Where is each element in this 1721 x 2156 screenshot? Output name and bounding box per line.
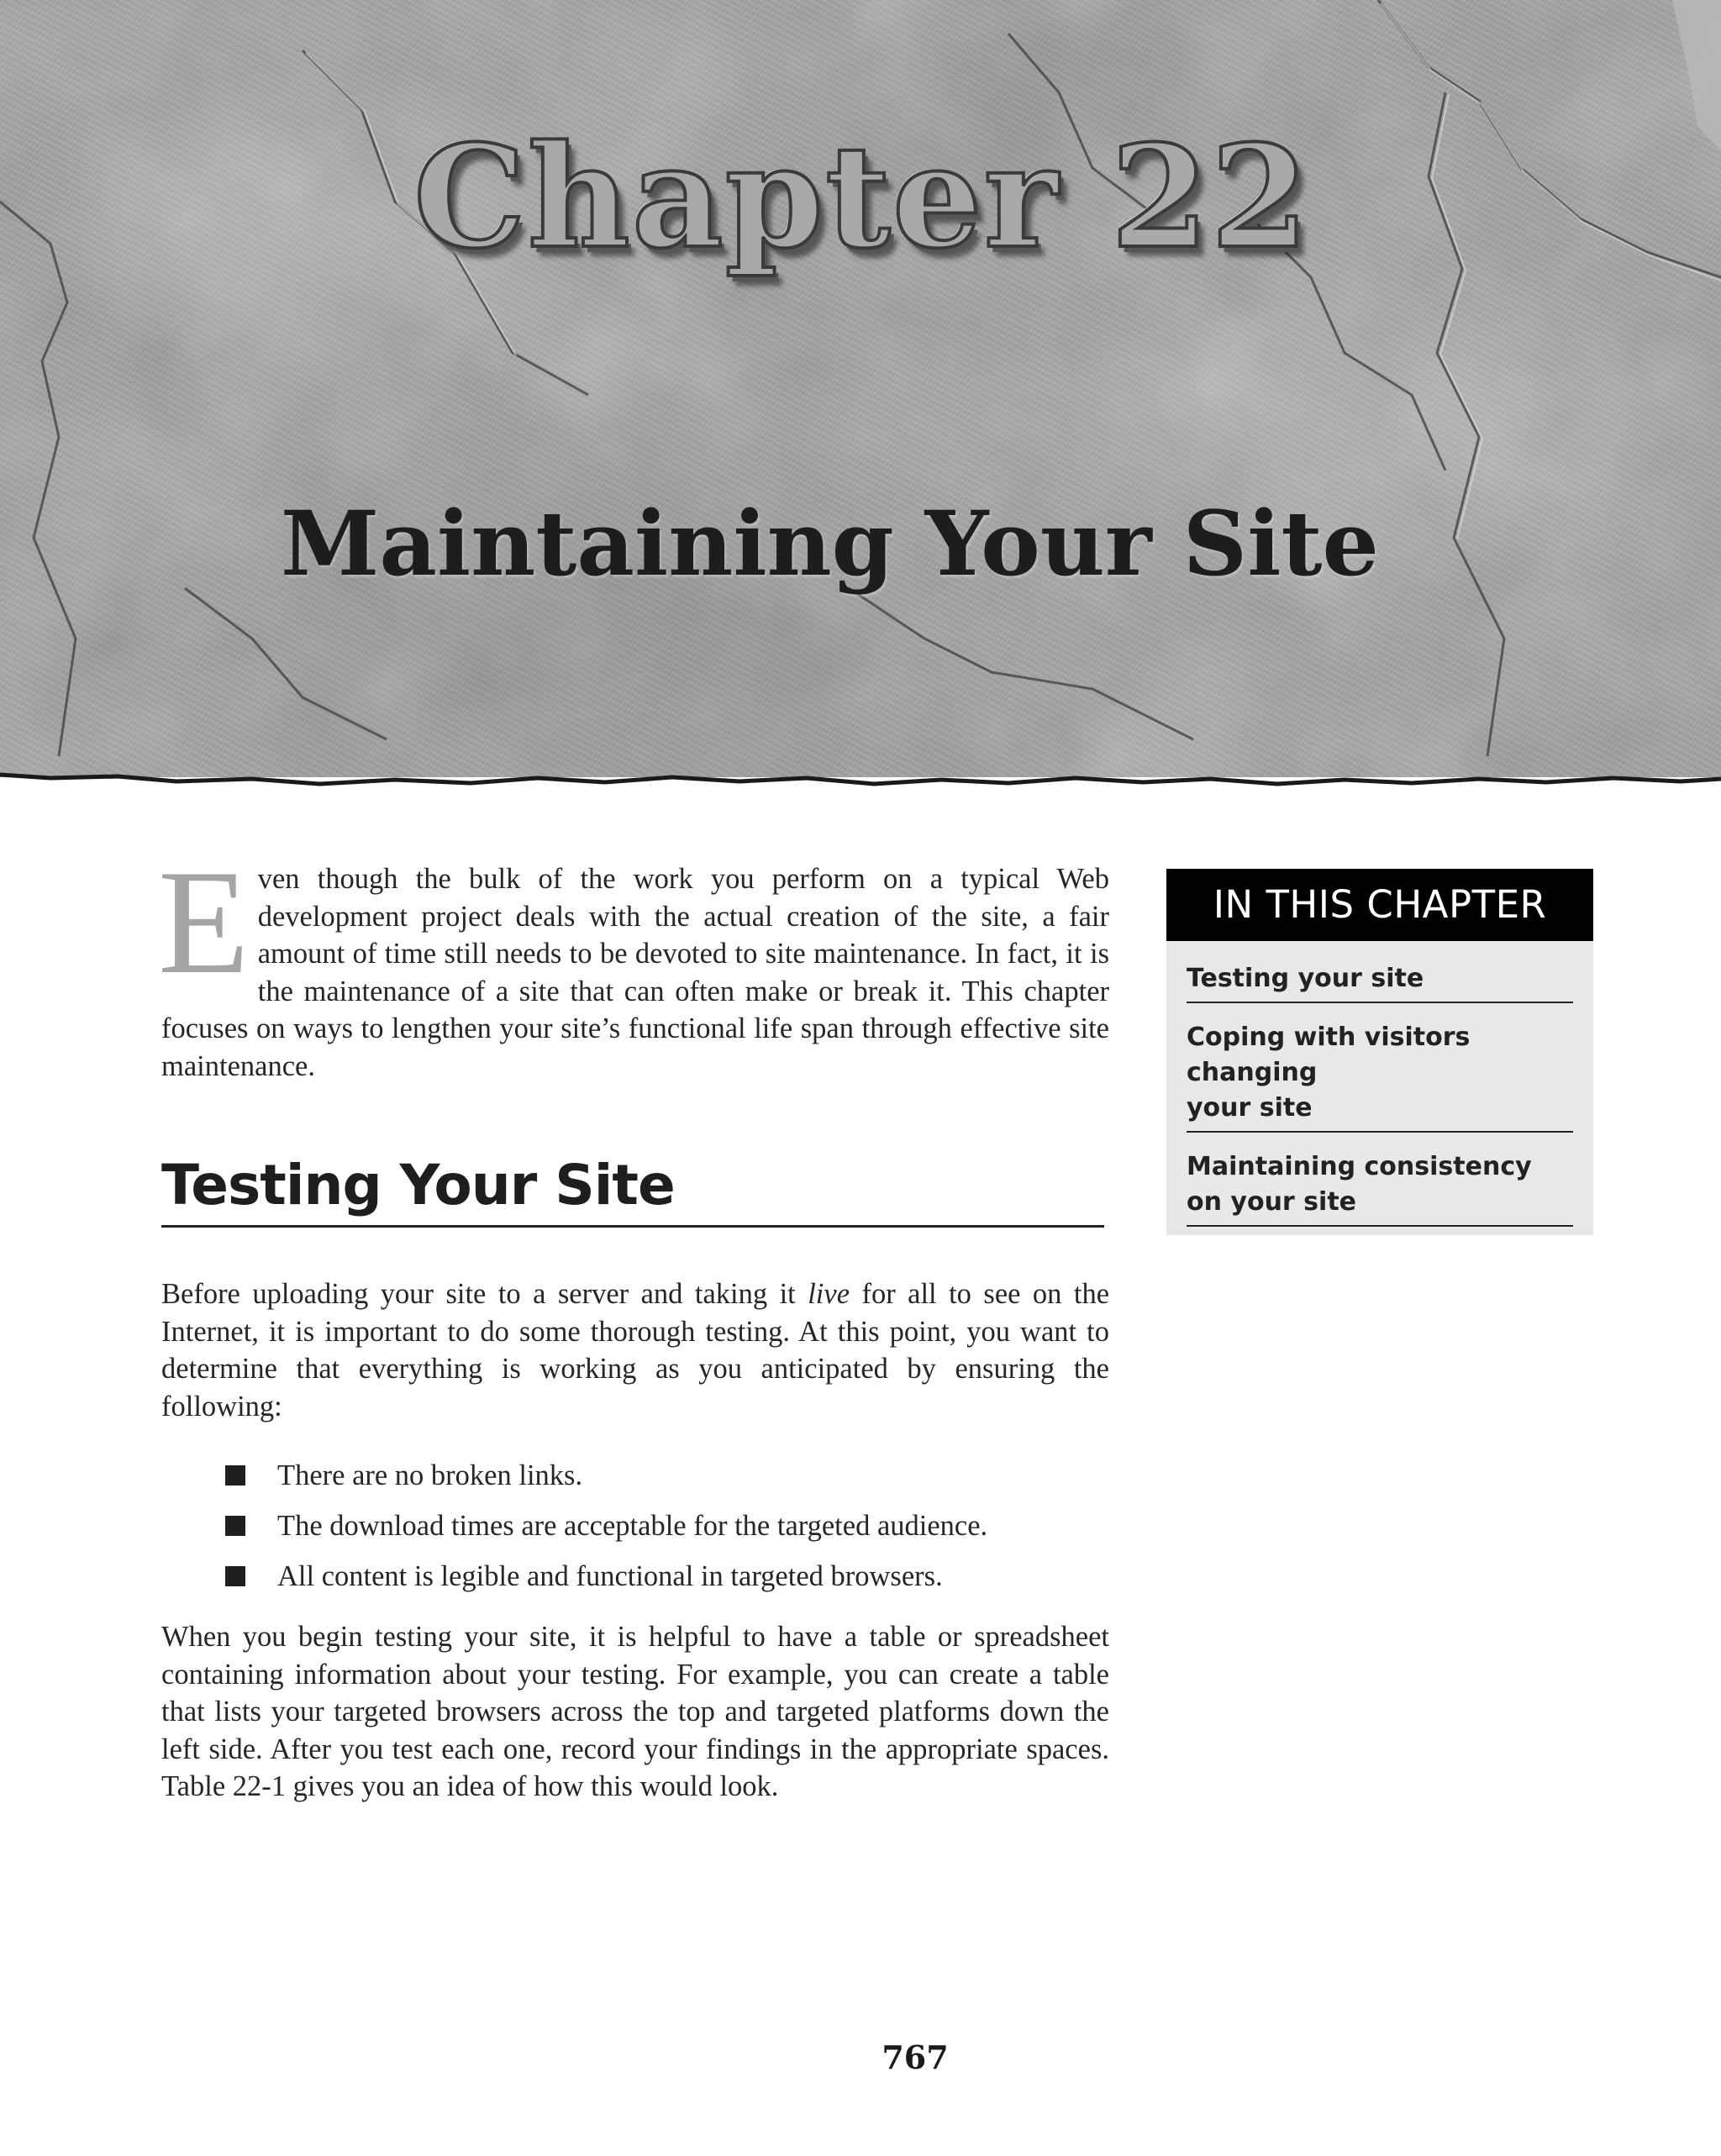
square-bullet-icon	[225, 1465, 245, 1486]
square-bullet-icon	[225, 1516, 245, 1536]
section-heading: Testing Your Site	[161, 1158, 1104, 1228]
checklist	[225, 1450, 987, 1601]
paragraph-text: Before uploading your site to a server and taking it	[161, 1278, 808, 1310]
list-item	[225, 1501, 987, 1551]
sidebar-topic-list	[1166, 941, 1593, 1227]
table-intro-paragraph: When you begin testing your site, it is helpful to have a table or spreadsheet containing information about your testing. For example, you can create a table that lists your targeted browsers across the top and targeted platforms down the left side. After you test each one, record your findings in the appropriate spaces. Table 22-1 gives you an idea of how this would look.	[161, 1621, 1109, 1802]
list-item-text: The download times are acceptable for the targeted audience.	[277, 1510, 988, 1542]
list-item-text: There are no broken links.	[277, 1459, 583, 1491]
chapter-number-title: Chapter 22	[413, 113, 1311, 280]
sidebar-header: IN THIS CHAPTER	[1166, 869, 1593, 941]
sidebar-topic: Maintaining consistency on your site	[1187, 1133, 1573, 1227]
drop-cap: E	[158, 839, 250, 1005]
chapter-banner	[0, 0, 1721, 790]
italic-term: live	[808, 1278, 850, 1310]
square-bullet-icon	[225, 1566, 245, 1586]
testing-paragraph	[161, 1275, 1109, 1425]
list-item-text: All content is legible and functional in targeted browsers.	[277, 1560, 943, 1592]
intro-text: ven though the bulk of the work you perform on a typical Web development project deals with the actual creation of the site, a fair amount of time still needs to be devoted to site maintenance. In fact, it is the maintenance of a site that can often make or break it. This chapter focuses on ways to lengthen your site’s functional life span through effective site maintenance.	[161, 863, 1109, 1082]
list-item	[225, 1551, 987, 1601]
in-this-chapter-box	[1166, 869, 1593, 1235]
paragraph-text: for all to see on the Internet, it is important to do some thorough testing. At this point, you want to determine that everything is working as you anticipated by ensuring the following:	[161, 1278, 1110, 1422]
page-number: 767	[882, 2038, 949, 2076]
list-item	[225, 1450, 987, 1501]
sidebar-topic: Coping with visitors changing your site	[1187, 1003, 1573, 1133]
sidebar-topic: Testing your site	[1187, 941, 1573, 1003]
intro-paragraph	[158, 839, 1109, 1085]
chapter-title: Maintaining Your Site	[281, 491, 1379, 596]
